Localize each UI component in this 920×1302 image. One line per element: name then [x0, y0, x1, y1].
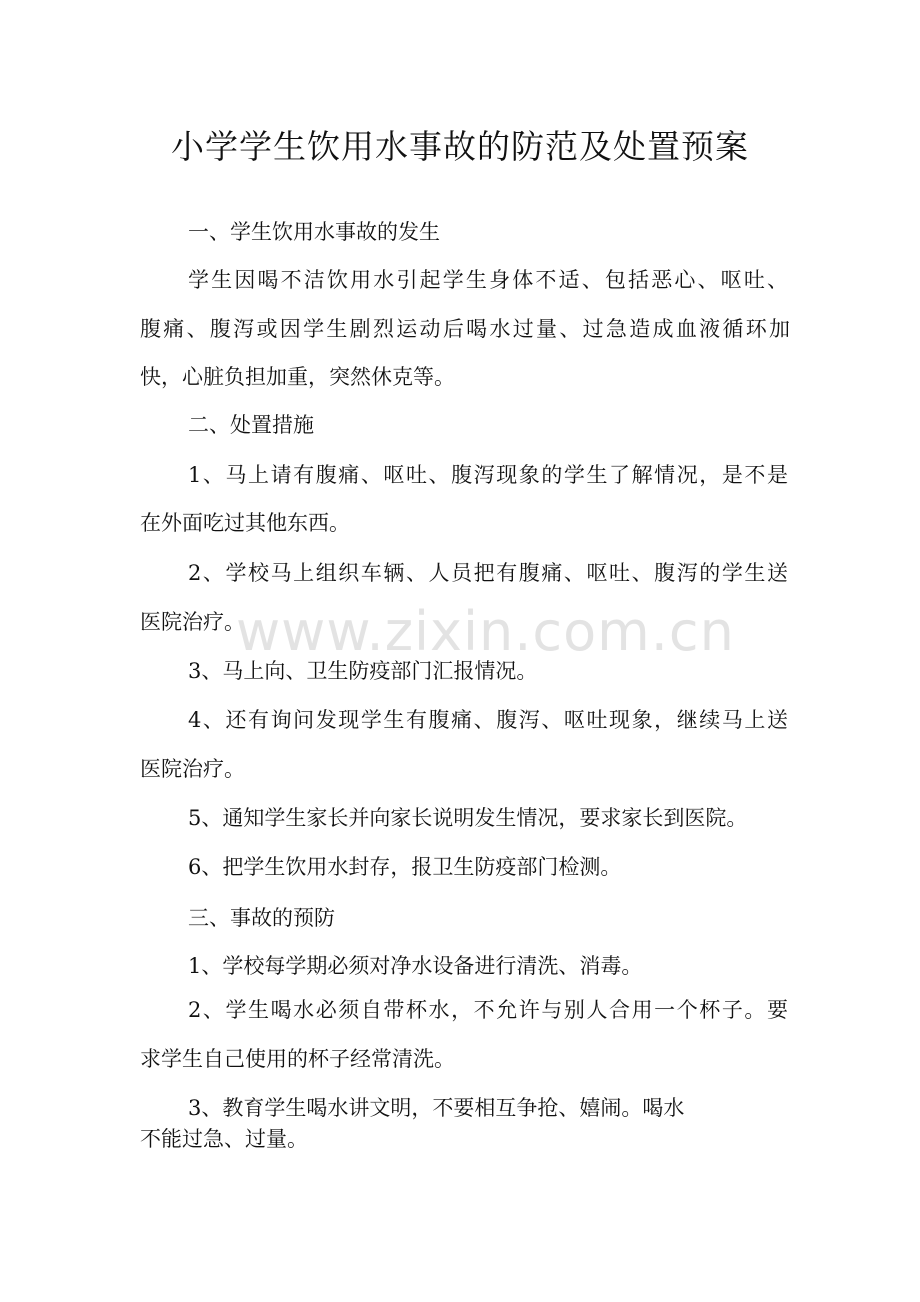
section-heading-occurrence: 一、学生饮用水事故的发生 [188, 220, 440, 244]
prevention-item-1: 1、学校每学期必须对净水设备进行清洗、消毒。 [188, 954, 643, 978]
paragraph-occurrence-line-2: 腹痛、腹泻或因学生剧烈运动后喝水过量、过急造成血液循环加 [140, 317, 790, 341]
prevention-item-2-line-2: 求学生自己使用的杯子经常清洗。 [140, 1047, 455, 1071]
measure-item-1-line-1: 1、马上请有腹痛、呕吐、腹泻现象的学生了解情况，是不是 [188, 463, 788, 487]
document-title: 小学学生饮用水事故的防范及处置预案 [171, 127, 749, 166]
measure-item-3: 3、马上向、卫生防疫部门汇报情况。 [188, 659, 538, 683]
prevention-item-3-line-2: 不能过急、过量。 [140, 1127, 308, 1151]
section-heading-prevention: 三、事故的预防 [188, 906, 335, 930]
section-heading-measures: 二、处置措施 [188, 413, 314, 437]
measure-item-6: 6、把学生饮用水封存，报卫生防疫部门检测。 [188, 855, 622, 879]
measure-item-4-line-2: 医院治疗。 [140, 757, 245, 781]
measure-item-2-line-2: 医院治疗。 [140, 610, 245, 634]
measure-item-5: 5、通知学生家长并向家长说明发生情况，要求家长到医院。 [188, 806, 748, 830]
prevention-item-2-line-1: 2、学生喝水必须自带杯水，不允许与别人合用一个杯子。要 [188, 998, 788, 1022]
prevention-item-3-line-1: 3、教育学生喝水讲文明，不要相互争抢、嬉闹。喝水 [188, 1096, 685, 1120]
measure-item-4-line-1: 4、还有询问发现学生有腹痛、腹泻、呕吐现象，继续马上送 [188, 708, 788, 732]
paragraph-occurrence-line-3: 快，心脏负担加重，突然休克等。 [140, 365, 455, 389]
measure-item-2-line-1: 2、学校马上组织车辆、人员把有腹痛、呕吐、腹泻的学生送 [188, 561, 788, 585]
measure-item-1-line-2: 在外面吃过其他东西。 [140, 511, 350, 535]
paragraph-occurrence-line-1: 学生因喝不洁饮用水引起学生身体不适、包括恶心、呕吐、 [188, 268, 788, 292]
watermark: www.zixin.com.cn [236, 600, 735, 663]
